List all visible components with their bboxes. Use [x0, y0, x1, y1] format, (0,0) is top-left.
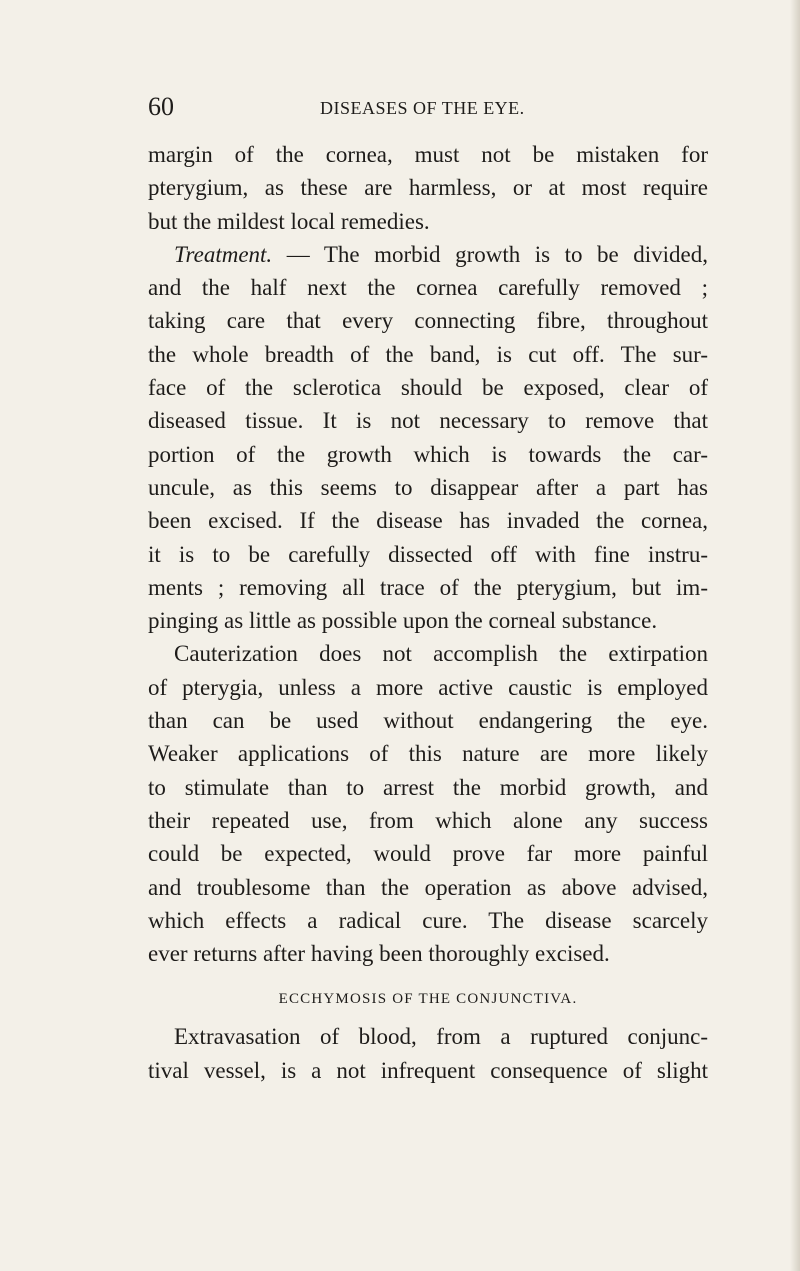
- text-line: face of the sclerotica should be exposed, clear of: [148, 375, 708, 401]
- page-header: [148, 92, 708, 122]
- text-line: pinging as little as possible upon the corneal substance.: [148, 608, 658, 634]
- text-line: the whole breadth of the band, is cut off. The sur-: [148, 341, 708, 367]
- text-line: and troublesome than the operation as above advised,: [148, 874, 708, 900]
- text-line: it is to be carefully dissected off with fine instru-: [148, 541, 708, 567]
- text-line: uncule, as this seems to disappear after a part has: [148, 474, 708, 500]
- text-line: ments ; removing all trace of the pterygium, but im-: [148, 574, 708, 600]
- text-line: ever returns after having been thoroughly excised.: [148, 941, 610, 967]
- text-line: which effects a radical cure. The disease scarcely: [148, 907, 708, 933]
- treatment-lead-text: — The morbid growth is to be divided,: [272, 241, 708, 267]
- text-line: than can be used without endangering the eye.: [148, 708, 708, 734]
- text-line: to stimulate than to arrest the morbid growth, and: [148, 774, 708, 800]
- text-line: but the mildest local remedies.: [148, 208, 430, 234]
- treatment-label: Treatment.: [174, 241, 273, 267]
- text-line: their repeated use, from which alone any success: [148, 807, 708, 833]
- text-line: pterygium, as these are harmless, or at most require: [148, 175, 708, 201]
- body-text: [148, 138, 708, 1087]
- text-line: of pterygia, unless a more active caustic is employed: [148, 674, 708, 700]
- page-edge-shadow: [790, 0, 800, 1271]
- section-heading: ECCHYMOSIS OF THE CONJUNCTIVA.: [278, 991, 578, 1008]
- page-number: 60: [148, 92, 174, 121]
- text-line: could be expected, would prove far more painful: [148, 841, 708, 867]
- text-line: been excised. If the disease has invaded the cornea,: [148, 508, 708, 534]
- text-line: Weaker applications of this nature are more likely: [148, 741, 708, 767]
- text-line: diseased tissue. It is not necessary to remove that: [148, 408, 708, 434]
- text-line: tival vessel, is a not infrequent consequence of slight: [148, 1057, 708, 1083]
- treatment-lead-line: [148, 238, 708, 271]
- text-line: portion of the growth which is towards the car-: [148, 441, 708, 467]
- running-title: DISEASES OF THE EYE.: [320, 98, 525, 118]
- text-line: Extravasation of blood, from a ruptured conjunc-: [174, 1024, 708, 1050]
- text-line: Cauterization does not accomplish the extirpation: [174, 641, 708, 667]
- text-line: and the half next the cornea carefully removed ;: [148, 275, 708, 301]
- text-line: margin of the cornea, must not be mistaken for: [148, 142, 708, 167]
- text-line: taking care that every connecting fibre, throughout: [148, 308, 708, 334]
